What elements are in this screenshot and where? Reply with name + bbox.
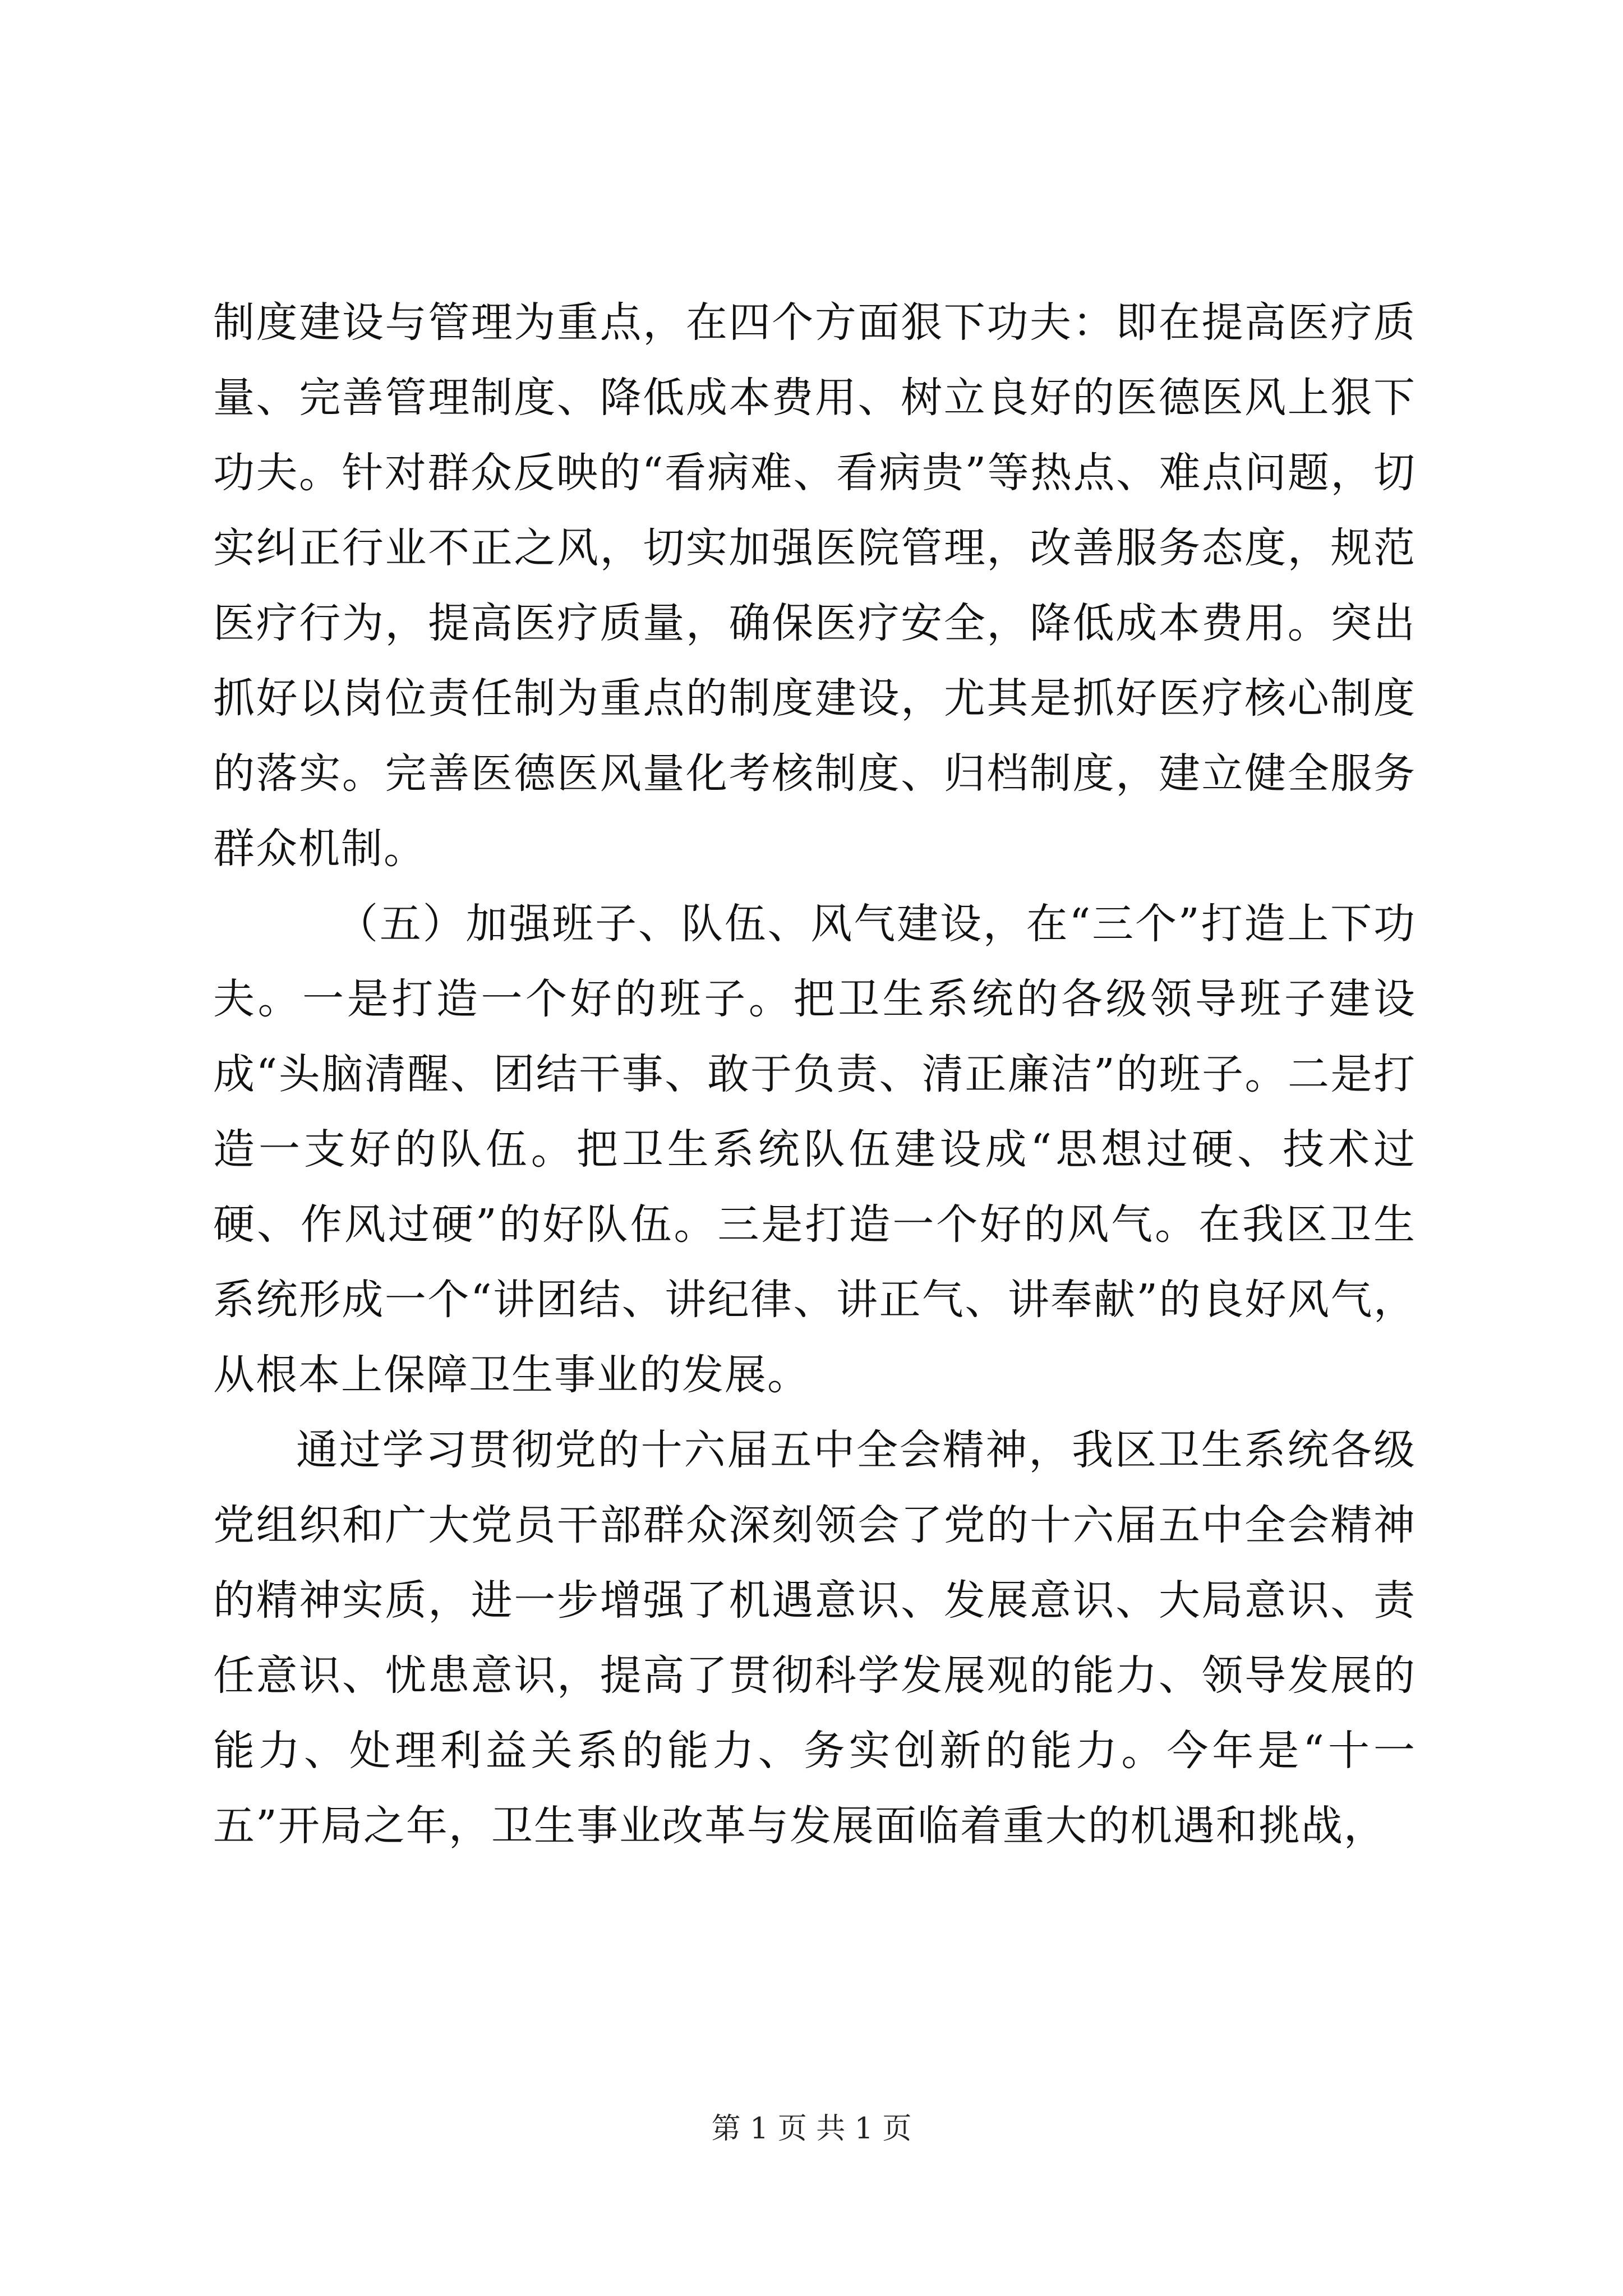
paragraph-continuation: 制度建设与管理为重点，在四个方面狠下功夫：即在提高医疗质量、完善管理制度、降低成本费用、树立良好的医德医风上狠下功夫。针对群众反映的“看病难、看病贵”等热点、难点问题，切实纠正行业不正之风，切实加强医院管理，改善服务态度，规范医疗行为，提高医疗质量，确保医疗安全，降低成本费用。突出抓好以岗位责任制为重点的制度建设，尤其是抓好医疗核心制度的落实。完善医德医风量化考核制度、归档制度，建立健全服务群众机制。 xyxy=(213,298,1416,873)
page-footer: 第 1 页 共 1 页 xyxy=(711,2112,912,2146)
paragraph-section-five: （五）加强班子、队伍、风气建设，在“三个”打造上下功夫。一是打造一个好的班子。把卫生系统的各级领导班子建设成“头脑清醒、团结干事、敢于负责、清正廉洁”的班子。二是打造一支好的队伍。把卫生系统队伍建设成“思想过硬、技术过硬、作风过硬”的好队伍。三是打造一个好的风气。在我区卫生系统形成一个“讲团结、讲纪律、讲正气、讲奉献”的良好风气，从根本上保障卫生事业的发展。 xyxy=(213,900,1416,1399)
paragraph-summary: 通过学习贯彻党的十六届五中全会精神，我区卫生系统各级党组织和广大党员干部群众深刻领会了党的十六届五中全会精神的精神实质，进一步增强了机遇意识、发展意识、大局意识、责任意识、忧患意识，提高了贯彻科学发展观的能力、领导发展的能力、处理利益关系的能力、务实创新的能力。今年是“十一五”开局之年，卫生事业改革与发展面临着重大的机遇和挑战， xyxy=(213,1426,1416,1850)
document-body xyxy=(213,285,1416,1864)
